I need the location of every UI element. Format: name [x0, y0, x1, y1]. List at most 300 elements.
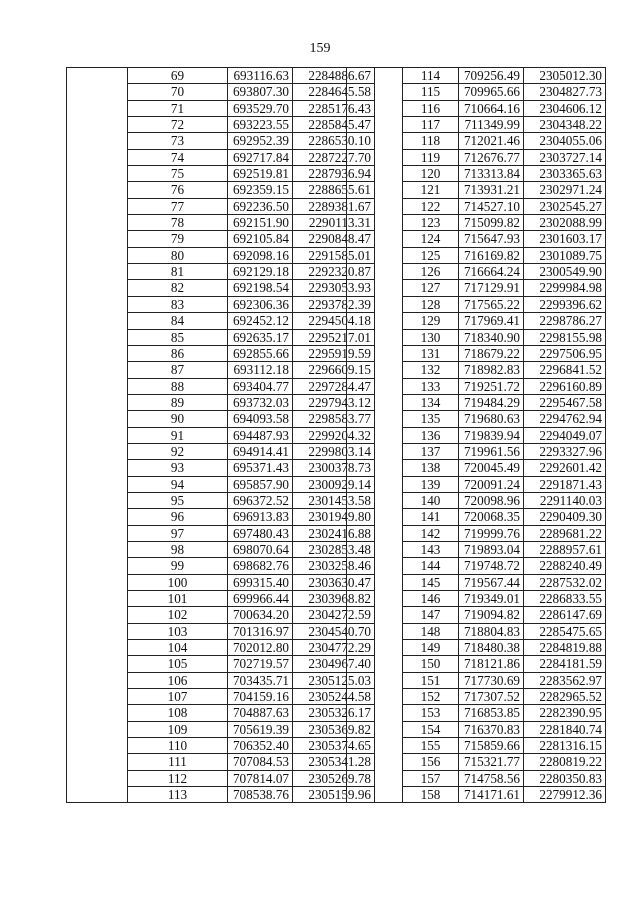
y-coordinate-cell: 2288957.61	[524, 541, 606, 557]
blank-cell	[67, 460, 128, 476]
blank-cell	[347, 182, 403, 198]
blank-cell	[67, 329, 128, 345]
blank-cell	[347, 345, 403, 361]
point-number-cell: 80	[128, 247, 228, 263]
y-coordinate-cell: 2286530.10	[293, 133, 375, 149]
blank-cell	[347, 558, 403, 574]
y-coordinate-cell: 2298155.98	[524, 329, 606, 345]
point-number-cell: 79	[128, 231, 228, 247]
table-row	[347, 443, 606, 459]
point-number-cell: 120	[403, 166, 459, 182]
table-row	[67, 84, 375, 100]
y-coordinate-cell: 2286833.55	[524, 591, 606, 607]
point-number-cell: 158	[403, 787, 459, 803]
table-row	[347, 264, 606, 280]
point-number-cell: 108	[128, 705, 228, 721]
y-coordinate-cell: 2305326.17	[293, 705, 375, 721]
blank-cell	[347, 378, 403, 394]
point-number-cell: 156	[403, 754, 459, 770]
x-coordinate-cell: 696913.83	[228, 509, 293, 525]
x-coordinate-cell: 713931.21	[459, 182, 524, 198]
y-coordinate-cell: 2302971.24	[524, 182, 606, 198]
point-number-cell: 140	[403, 492, 459, 508]
x-coordinate-cell: 701316.97	[228, 623, 293, 639]
point-number-cell: 152	[403, 689, 459, 705]
table-row	[67, 770, 375, 786]
y-coordinate-cell: 2305341.28	[293, 754, 375, 770]
point-number-cell: 118	[403, 133, 459, 149]
blank-cell	[347, 329, 403, 345]
y-coordinate-cell: 2290113.31	[293, 215, 375, 231]
table-row	[67, 296, 375, 312]
blank-cell	[347, 231, 403, 247]
x-coordinate-cell: 714527.10	[459, 198, 524, 214]
table-row	[67, 738, 375, 754]
point-number-cell: 72	[128, 117, 228, 133]
table-row	[347, 329, 606, 345]
point-number-cell: 116	[403, 100, 459, 116]
y-coordinate-cell: 2285176.43	[293, 100, 375, 116]
table-row	[347, 460, 606, 476]
y-coordinate-cell: 2304272.59	[293, 607, 375, 623]
x-coordinate-cell: 719251.72	[459, 378, 524, 394]
blank-cell	[347, 640, 403, 656]
y-coordinate-cell: 2295217.01	[293, 329, 375, 345]
blank-cell	[67, 345, 128, 361]
point-number-cell: 98	[128, 541, 228, 557]
table-row	[347, 231, 606, 247]
y-coordinate-cell: 2287936.94	[293, 166, 375, 182]
y-coordinate-cell: 2293327.96	[524, 443, 606, 459]
point-number-cell: 90	[128, 411, 228, 427]
blank-cell	[67, 787, 128, 803]
blank-cell	[67, 558, 128, 574]
blank-cell	[347, 247, 403, 263]
point-number-cell: 146	[403, 591, 459, 607]
x-coordinate-cell: 694093.58	[228, 411, 293, 427]
y-coordinate-cell: 2304967.40	[293, 656, 375, 672]
table-row	[67, 721, 375, 737]
blank-cell	[347, 689, 403, 705]
point-number-cell: 88	[128, 378, 228, 394]
x-coordinate-cell: 693223.55	[228, 117, 293, 133]
table-row	[347, 100, 606, 116]
y-coordinate-cell: 2284886.67	[293, 68, 375, 84]
x-coordinate-cell: 719680.63	[459, 411, 524, 427]
point-number-cell: 105	[128, 656, 228, 672]
x-coordinate-cell: 692236.50	[228, 198, 293, 214]
table-row	[67, 166, 375, 182]
blank-cell	[67, 68, 128, 84]
y-coordinate-cell: 2290409.30	[524, 509, 606, 525]
y-coordinate-cell: 2303365.63	[524, 166, 606, 182]
x-coordinate-cell: 692129.18	[228, 264, 293, 280]
blank-cell	[347, 656, 403, 672]
x-coordinate-cell: 704887.63	[228, 705, 293, 721]
blank-cell	[67, 313, 128, 329]
x-coordinate-cell: 715859.66	[459, 738, 524, 754]
blank-cell	[67, 721, 128, 737]
point-number-cell: 137	[403, 443, 459, 459]
point-number-cell: 149	[403, 640, 459, 656]
blank-cell	[347, 394, 403, 410]
y-coordinate-cell: 2304055.06	[524, 133, 606, 149]
x-coordinate-cell: 716370.83	[459, 721, 524, 737]
point-number-cell: 74	[128, 149, 228, 165]
x-coordinate-cell: 718982.83	[459, 362, 524, 378]
blank-cell	[347, 264, 403, 280]
x-coordinate-cell: 715321.77	[459, 754, 524, 770]
blank-cell	[67, 280, 128, 296]
y-coordinate-cell: 2300549.90	[524, 264, 606, 280]
x-coordinate-cell: 712021.46	[459, 133, 524, 149]
y-coordinate-cell: 2303727.14	[524, 149, 606, 165]
y-coordinate-cell: 2293782.39	[293, 296, 375, 312]
blank-cell	[347, 738, 403, 754]
y-coordinate-cell: 2296609.15	[293, 362, 375, 378]
y-coordinate-cell: 2305125.03	[293, 672, 375, 688]
y-coordinate-cell: 2304348.22	[524, 117, 606, 133]
x-coordinate-cell: 715099.82	[459, 215, 524, 231]
point-number-cell: 96	[128, 509, 228, 525]
blank-cell	[67, 509, 128, 525]
x-coordinate-cell: 719567.44	[459, 574, 524, 590]
y-coordinate-cell: 2298786.27	[524, 313, 606, 329]
blank-cell	[347, 492, 403, 508]
table-row	[67, 247, 375, 263]
table-row	[347, 492, 606, 508]
blank-cell	[347, 411, 403, 427]
point-number-cell: 126	[403, 264, 459, 280]
y-coordinate-cell: 2303258.46	[293, 558, 375, 574]
x-coordinate-cell: 692098.16	[228, 247, 293, 263]
table-row	[67, 558, 375, 574]
x-coordinate-cell: 692717.84	[228, 149, 293, 165]
point-number-cell: 78	[128, 215, 228, 231]
table-row	[67, 280, 375, 296]
x-coordinate-cell: 692519.81	[228, 166, 293, 182]
blank-cell	[67, 296, 128, 312]
x-coordinate-cell: 716664.24	[459, 264, 524, 280]
coordinate-table-right	[346, 67, 606, 803]
x-coordinate-cell: 692306.36	[228, 296, 293, 312]
x-coordinate-cell: 708538.76	[228, 787, 293, 803]
point-number-cell: 109	[128, 721, 228, 737]
blank-cell	[347, 313, 403, 329]
point-number-cell: 84	[128, 313, 228, 329]
y-coordinate-cell: 2301089.75	[524, 247, 606, 263]
table-row	[67, 787, 375, 803]
y-coordinate-cell: 2305159.96	[293, 787, 375, 803]
table-row	[347, 640, 606, 656]
y-coordinate-cell: 2297506.95	[524, 345, 606, 361]
point-number-cell: 121	[403, 182, 459, 198]
blank-cell	[67, 182, 128, 198]
x-coordinate-cell: 718804.83	[459, 623, 524, 639]
point-number-cell: 128	[403, 296, 459, 312]
y-coordinate-cell: 2289381.67	[293, 198, 375, 214]
x-coordinate-cell: 713313.84	[459, 166, 524, 182]
table-row	[67, 411, 375, 427]
point-number-cell: 123	[403, 215, 459, 231]
blank-cell	[347, 460, 403, 476]
point-number-cell: 70	[128, 84, 228, 100]
table-row	[67, 574, 375, 590]
point-number-cell: 73	[128, 133, 228, 149]
table-row	[347, 738, 606, 754]
table-row	[67, 182, 375, 198]
point-number-cell: 141	[403, 509, 459, 525]
y-coordinate-cell: 2299204.32	[293, 427, 375, 443]
y-coordinate-cell: 2281316.15	[524, 738, 606, 754]
x-coordinate-cell: 718340.90	[459, 329, 524, 345]
table-row	[347, 476, 606, 492]
table-row	[347, 705, 606, 721]
point-number-cell: 104	[128, 640, 228, 656]
point-number-cell: 71	[128, 100, 228, 116]
blank-cell	[347, 166, 403, 182]
blank-cell	[67, 443, 128, 459]
y-coordinate-cell: 2289681.22	[524, 525, 606, 541]
x-coordinate-cell: 709256.49	[459, 68, 524, 84]
blank-cell	[67, 231, 128, 247]
blank-cell	[347, 705, 403, 721]
point-number-cell: 82	[128, 280, 228, 296]
y-coordinate-cell: 2305374.65	[293, 738, 375, 754]
point-number-cell: 124	[403, 231, 459, 247]
table-row	[347, 247, 606, 263]
table-row	[347, 68, 606, 84]
blank-cell	[347, 607, 403, 623]
x-coordinate-cell: 693404.77	[228, 378, 293, 394]
x-coordinate-cell: 712676.77	[459, 149, 524, 165]
point-number-cell: 113	[128, 787, 228, 803]
table-row	[67, 509, 375, 525]
point-number-cell: 115	[403, 84, 459, 100]
point-number-cell: 142	[403, 525, 459, 541]
blank-cell	[67, 770, 128, 786]
blank-cell	[67, 378, 128, 394]
blank-cell	[347, 296, 403, 312]
point-number-cell: 139	[403, 476, 459, 492]
x-coordinate-cell: 699966.44	[228, 591, 293, 607]
blank-cell	[67, 738, 128, 754]
point-number-cell: 102	[128, 607, 228, 623]
x-coordinate-cell: 719349.01	[459, 591, 524, 607]
blank-cell	[347, 443, 403, 459]
point-number-cell: 132	[403, 362, 459, 378]
table-row	[347, 133, 606, 149]
point-number-cell: 111	[128, 754, 228, 770]
x-coordinate-cell: 702719.57	[228, 656, 293, 672]
x-coordinate-cell: 706352.40	[228, 738, 293, 754]
blank-cell	[347, 198, 403, 214]
x-coordinate-cell: 719839.94	[459, 427, 524, 443]
y-coordinate-cell: 2294504.18	[293, 313, 375, 329]
x-coordinate-cell: 698682.76	[228, 558, 293, 574]
blank-cell	[67, 215, 128, 231]
point-number-cell: 86	[128, 345, 228, 361]
x-coordinate-cell: 717565.22	[459, 296, 524, 312]
blank-cell	[67, 198, 128, 214]
blank-cell	[347, 770, 403, 786]
y-coordinate-cell: 2295919.59	[293, 345, 375, 361]
blank-cell	[67, 427, 128, 443]
x-coordinate-cell: 704159.16	[228, 689, 293, 705]
y-coordinate-cell: 2282965.52	[524, 689, 606, 705]
table-row	[67, 623, 375, 639]
blank-cell	[347, 362, 403, 378]
point-number-cell: 148	[403, 623, 459, 639]
y-coordinate-cell: 2304540.70	[293, 623, 375, 639]
table-row	[347, 215, 606, 231]
table-row	[347, 313, 606, 329]
table-row	[67, 427, 375, 443]
table-row	[67, 345, 375, 361]
point-number-cell: 89	[128, 394, 228, 410]
table-row	[347, 656, 606, 672]
blank-cell	[67, 100, 128, 116]
x-coordinate-cell: 720098.96	[459, 492, 524, 508]
y-coordinate-cell: 2299396.62	[524, 296, 606, 312]
y-coordinate-cell: 2281840.74	[524, 721, 606, 737]
table-row	[67, 133, 375, 149]
table-row	[347, 182, 606, 198]
y-coordinate-cell: 2288655.61	[293, 182, 375, 198]
table-row	[347, 672, 606, 688]
point-number-cell: 69	[128, 68, 228, 84]
blank-cell	[67, 672, 128, 688]
blank-cell	[67, 133, 128, 149]
table-row	[347, 117, 606, 133]
x-coordinate-cell: 719094.82	[459, 607, 524, 623]
y-coordinate-cell: 2302088.99	[524, 215, 606, 231]
x-coordinate-cell: 694487.93	[228, 427, 293, 443]
table-row	[347, 574, 606, 590]
table-row	[67, 329, 375, 345]
point-number-cell: 154	[403, 721, 459, 737]
y-coordinate-cell: 2300929.14	[293, 476, 375, 492]
table-row	[347, 345, 606, 361]
y-coordinate-cell: 2297943.12	[293, 394, 375, 410]
blank-cell	[347, 149, 403, 165]
y-coordinate-cell: 2291140.03	[524, 492, 606, 508]
coordinate-table-left	[66, 67, 375, 803]
y-coordinate-cell: 2288240.49	[524, 558, 606, 574]
table-row	[67, 394, 375, 410]
x-coordinate-cell: 710664.16	[459, 100, 524, 116]
point-number-cell: 92	[128, 443, 228, 459]
table-row	[67, 754, 375, 770]
y-coordinate-cell: 2283562.97	[524, 672, 606, 688]
point-number-cell: 107	[128, 689, 228, 705]
x-coordinate-cell: 692855.66	[228, 345, 293, 361]
table-row	[67, 149, 375, 165]
y-coordinate-cell: 2294049.07	[524, 427, 606, 443]
blank-cell	[347, 280, 403, 296]
y-coordinate-cell: 2305244.58	[293, 689, 375, 705]
x-coordinate-cell: 719961.56	[459, 443, 524, 459]
table-row	[67, 313, 375, 329]
y-coordinate-cell: 2284819.88	[524, 640, 606, 656]
point-number-cell: 136	[403, 427, 459, 443]
point-number-cell: 77	[128, 198, 228, 214]
table-row	[67, 672, 375, 688]
x-coordinate-cell: 717730.69	[459, 672, 524, 688]
point-number-cell: 117	[403, 117, 459, 133]
blank-cell	[67, 362, 128, 378]
y-coordinate-cell: 2293053.93	[293, 280, 375, 296]
table-row	[67, 492, 375, 508]
x-coordinate-cell: 717129.91	[459, 280, 524, 296]
point-number-cell: 131	[403, 345, 459, 361]
blank-cell	[67, 247, 128, 263]
x-coordinate-cell: 711349.99	[459, 117, 524, 133]
point-number-cell: 103	[128, 623, 228, 639]
blank-cell	[347, 117, 403, 133]
x-coordinate-cell: 707084.53	[228, 754, 293, 770]
table-row	[67, 100, 375, 116]
blank-cell	[347, 100, 403, 116]
y-coordinate-cell: 2304772.29	[293, 640, 375, 656]
y-coordinate-cell: 2287227.70	[293, 149, 375, 165]
point-number-cell: 129	[403, 313, 459, 329]
blank-cell	[347, 721, 403, 737]
y-coordinate-cell: 2299803.14	[293, 443, 375, 459]
y-coordinate-cell: 2301603.17	[524, 231, 606, 247]
point-number-cell: 97	[128, 525, 228, 541]
table-row	[347, 541, 606, 557]
point-number-cell: 155	[403, 738, 459, 754]
blank-cell	[67, 591, 128, 607]
table-row	[347, 362, 606, 378]
y-coordinate-cell: 2285845.47	[293, 117, 375, 133]
y-coordinate-cell: 2302545.27	[524, 198, 606, 214]
x-coordinate-cell: 719999.76	[459, 525, 524, 541]
table-row	[347, 525, 606, 541]
point-number-cell: 99	[128, 558, 228, 574]
table-row	[347, 689, 606, 705]
blank-cell	[347, 623, 403, 639]
blank-cell	[67, 754, 128, 770]
blank-cell	[67, 117, 128, 133]
table-row	[347, 198, 606, 214]
table-row	[347, 721, 606, 737]
x-coordinate-cell: 695857.90	[228, 476, 293, 492]
table-row	[347, 280, 606, 296]
blank-cell	[347, 68, 403, 84]
point-number-cell: 106	[128, 672, 228, 688]
blank-cell	[347, 84, 403, 100]
table-row	[347, 623, 606, 639]
y-coordinate-cell: 2303630.47	[293, 574, 375, 590]
table-row	[347, 411, 606, 427]
y-coordinate-cell: 2286147.69	[524, 607, 606, 623]
table-row	[347, 427, 606, 443]
x-coordinate-cell: 692151.90	[228, 215, 293, 231]
table-row	[347, 296, 606, 312]
x-coordinate-cell: 714171.61	[459, 787, 524, 803]
y-coordinate-cell: 2292601.42	[524, 460, 606, 476]
table-row	[67, 460, 375, 476]
point-number-cell: 147	[403, 607, 459, 623]
point-number-cell: 76	[128, 182, 228, 198]
blank-cell	[67, 84, 128, 100]
table-row	[347, 770, 606, 786]
blank-cell	[347, 574, 403, 590]
blank-cell	[347, 509, 403, 525]
blank-cell	[67, 149, 128, 165]
